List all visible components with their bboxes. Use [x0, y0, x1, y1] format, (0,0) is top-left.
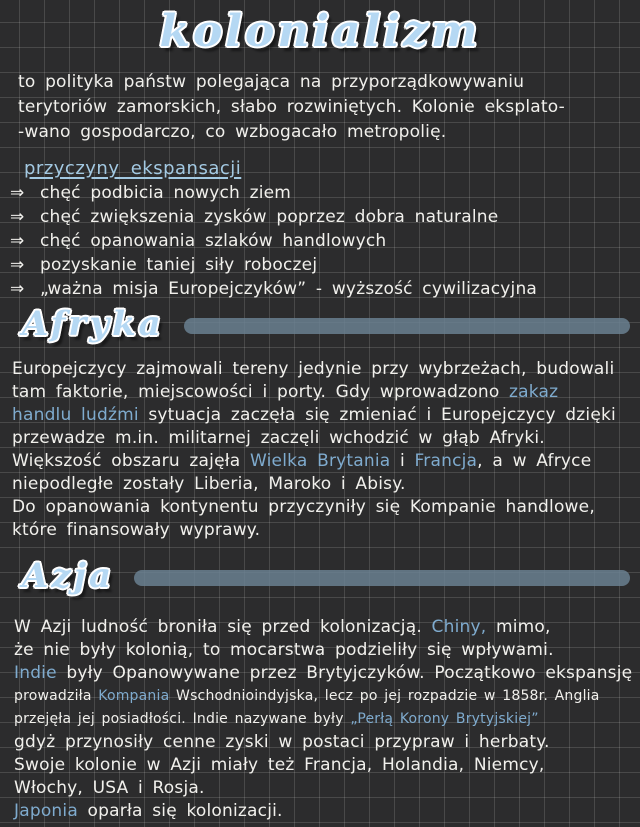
- text-line: [18, 70, 565, 95]
- text-segment: Indie: [14, 663, 57, 683]
- text-segment: Europejczycy zajmowali tereny jedynie przy wybrzeżach, budowali: [12, 359, 615, 379]
- arrow-bullet-icon: ⇒: [10, 255, 25, 275]
- azja-paragraph: [14, 616, 632, 823]
- text-segment: oparła się kolonizacji.: [77, 801, 283, 821]
- subheading-przyczyny-ekspansacji: przyczyny ekspansacji: [24, 158, 242, 179]
- text-segment: które finansowały wyprawy.: [12, 520, 261, 540]
- text-segment: i: [390, 451, 415, 471]
- section-header-afryka: [22, 304, 640, 344]
- text-segment: pozyskanie taniej siły roboczej: [40, 255, 318, 275]
- text-line: [12, 473, 616, 496]
- text-line: [12, 519, 616, 542]
- text-segment: handlu ludźmi: [12, 405, 139, 425]
- intro-paragraph: [18, 70, 565, 145]
- text-line: [12, 381, 616, 404]
- text-line: [12, 496, 616, 519]
- text-line: [14, 685, 632, 708]
- arrow-bullet-icon: ⇒: [10, 183, 25, 203]
- section-header-azja: [22, 556, 640, 596]
- arrow-bullet-icon: ⇒: [10, 207, 25, 227]
- text-segment: zakaz: [509, 382, 559, 402]
- text-segment: Wielka Brytania: [249, 451, 391, 471]
- text-segment: chęć zwiększenia zysków poprzez dobra naturalne: [40, 207, 499, 227]
- text-segment: W Azji ludność broniła się przed kolonizacją.: [14, 617, 432, 637]
- text-line: [14, 731, 632, 754]
- section-title-azja: Azja: [22, 556, 115, 596]
- text-segment: niepodległe zostały Liberia, Maroko i Abisy.: [12, 474, 406, 494]
- text-segment: chęć opanowania szlaków handlowych: [40, 231, 387, 251]
- text-segment: „Perłą Korony Brytyjskiej”: [350, 711, 539, 727]
- text-line: [10, 277, 537, 301]
- text-segment: Kompania: [98, 688, 170, 704]
- text-segment: mimo,: [486, 617, 551, 637]
- text-segment: -wano gospodarczo, co wzbogacało metropolię.: [18, 122, 447, 142]
- section-divider-bar: [134, 570, 630, 586]
- text-segment: „ważna misja Europejczyków” - wyższość cywilizacyjna: [40, 279, 538, 299]
- section-title-afryka: Afryka: [22, 304, 164, 344]
- text-line: [18, 120, 565, 145]
- text-line: [14, 754, 632, 777]
- text-line: [12, 404, 616, 427]
- text-line: [10, 253, 537, 277]
- text-line: [14, 639, 632, 662]
- text-line: [10, 229, 537, 253]
- text-line: [10, 205, 537, 229]
- page-title: kolonializm: [159, 6, 481, 57]
- section-divider-bar: [184, 318, 630, 334]
- arrow-bullet-icon: ⇒: [10, 279, 25, 299]
- text-line: [18, 95, 565, 120]
- text-line: [14, 662, 632, 685]
- text-line: [10, 181, 537, 205]
- text-line: [14, 800, 632, 823]
- text-segment: Większość obszaru zajęła: [12, 451, 250, 471]
- text-segment: że nie były kolonią, to mocarstwa podzieliły się wpływami.: [14, 640, 554, 660]
- text-segment: to polityka państw polegająca na przyporządkowywaniu: [18, 72, 525, 92]
- text-segment: Do opanowania kontynentu przyczyniły się Kompanie handlowe,: [12, 497, 595, 517]
- afryka-paragraph: [12, 358, 616, 542]
- text-segment: były Opanowywane przez Brytyjczyków. Początkowo ekspansję: [56, 663, 633, 683]
- arrow-bullet-icon: ⇒: [10, 231, 25, 251]
- text-segment: sytuacja zaczęła się zmieniać i Europejczycy dzięki: [138, 405, 616, 425]
- text-segment: przejęła jej posiadłości. Indie nazywane były: [14, 711, 351, 727]
- text-segment: prowadziła: [14, 688, 99, 704]
- text-line: [14, 777, 632, 800]
- text-line: [14, 708, 632, 731]
- text-segment: chęć podbicia nowych ziem: [40, 183, 292, 203]
- text-segment: Chiny,: [431, 617, 487, 637]
- text-segment: , a w Afryce: [477, 451, 592, 471]
- text-segment: Wschodnioindyjska, lecz po jej rozpadzie w 1858r. Anglia: [169, 688, 600, 704]
- text-line: [14, 616, 632, 639]
- text-segment: Japonia: [14, 801, 78, 821]
- text-segment: terytoriów zamorskich, słabo rozwiniętych. Kolonie eksplato-: [18, 97, 565, 117]
- text-segment: Francja: [414, 451, 478, 471]
- text-line: [12, 358, 616, 381]
- text-segment: gdyż przynosiły cenne zyski w postaci przypraw i herbaty.: [14, 732, 550, 752]
- text-segment: tam faktorie, miejscowości i porty. Gdy wprowadzono: [12, 382, 510, 402]
- text-line: [12, 450, 616, 473]
- text-line: [12, 427, 616, 450]
- expansion-reasons-list: [10, 181, 537, 301]
- text-segment: Włochy, USA i Rosja.: [14, 778, 205, 798]
- text-segment: przewadze m.in. militarnej zaczęli wchodzić w głąb Afryki.: [12, 428, 545, 448]
- text-segment: Swoje kolonie w Azji miały też Francja, Holandia, Niemcy,: [14, 755, 545, 775]
